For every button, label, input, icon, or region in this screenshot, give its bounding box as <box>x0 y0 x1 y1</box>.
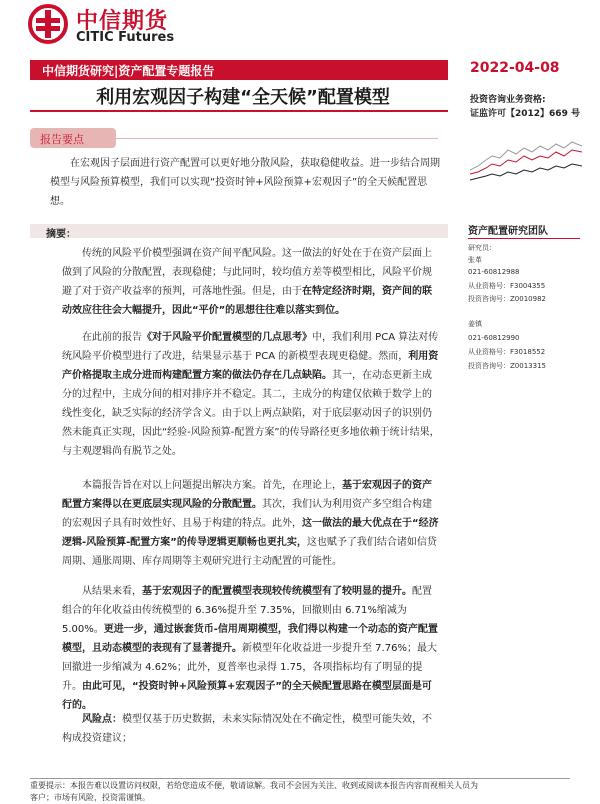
researcher-1-cert: 从业资格号：F3004355 <box>468 282 546 290</box>
p4-text-a: 从结果来看， <box>82 586 142 597</box>
logo-chinese: 中信期货 <box>76 9 169 34</box>
summary-paragraph: 在宏观因子层面进行资产配置可以更好地分散风险，获取稳健收益。进一步结合周期模型与风险预算模型，我们可以实现“投资时钟+风险预算+宏观因子”的全天候配置思想。 <box>50 158 440 207</box>
abstract-paragraph-3 <box>62 476 440 571</box>
p2-text-a: 在此前的报告 <box>82 332 142 343</box>
footer-line-2: 客户；市场有风险，投资需谨慎。 <box>30 793 150 802</box>
p3-text-e: 这也赋予了我们结合诸如信贷周期、通胀周期、库存周期等主观研究进行主动配置的可能性。 <box>62 537 437 567</box>
risk-paragraph <box>62 710 440 748</box>
p4-bold-f: 由此可见，“投资时钟+风险预算+宏观因子”的全天候配置思路在模型层面是可行的。 <box>62 681 432 711</box>
footer-line-1: 重要提示：本报告难以设置访问权限，若给您造成不便，敬请谅解。我司不会因为关注、收到或阅读本报告内容而视相关人员为 <box>30 781 478 790</box>
report-title: 利用宏观因子构建“全天候”配置模型 <box>96 87 390 108</box>
chart-series-gray <box>470 142 582 170</box>
p3-bold-b: 基于宏观因子的资产配置方案得以在更底层实现风险的分散配置。 <box>62 480 432 510</box>
risk-label: 风险点： <box>82 714 122 725</box>
p1-text: 传统的风险平价模型强调在资产间平配风险。这一做法的好处在于在资产层面上做到了风险的分散配置，表现稳健；与此同时，较均值方差等模型相比，风险平价规避了对于资产收益率的预判，可落地性强。但是，由于 <box>62 248 432 297</box>
footer-disclaimer <box>30 780 570 804</box>
report-date: 2022-04-08 <box>470 60 560 76</box>
p4-bold-d: 更进一步，通过嵌套货币-信用周期模型，我们得以构建一个动态的资产配置模型，且动态模型的表现有了显著提升。 <box>62 624 438 654</box>
logo-english: CITIC Futures <box>76 30 175 45</box>
researcher-2-cert: 从业资格号：F3018552 <box>468 348 546 356</box>
report-category: 中信期货研究|资产配置专题报告 <box>42 64 215 78</box>
p3-bold-d: 这一做法的最大优点在于“经济逻辑-风险预算-配置方案”的传导逻辑更顺畅也更扎实， <box>62 518 439 548</box>
p3-text-c: 其次，我们认为利用资产多空组合构建的宏观因子具有时效性好、且易于构建的特点。此外， <box>62 499 432 529</box>
abstract-bar <box>30 224 448 238</box>
p2-report-ref: 《对于风险平价配置模型的几点思考》 <box>142 332 312 343</box>
p4-bold-b: 基于宏观因子的配置模型表现较传统模型有了较明显的提升。 <box>142 586 412 597</box>
researcher-2-consult: 投资咨询号：Z0013315 <box>468 362 546 370</box>
researcher-1-phone: 021-60812988 <box>468 268 520 276</box>
sidebar-divider <box>468 238 580 239</box>
researcher-1-name: 张革 <box>468 256 482 264</box>
p4-text-e: 新模型年化收益进一步提升至 7.76%；最大回撤进一步缩减为 4.62%；此外，夏普率也录得 1.75，各项指标均有了明显的提升。 <box>62 643 437 692</box>
researcher-2-name: 姜镇 <box>468 320 482 328</box>
title-divider <box>30 110 448 112</box>
footer-divider <box>30 778 570 779</box>
p4-text-c: 配置组合的年化收益由传统模型的 6.36%提升至 7.35%，回撤则由 6.71%缩减为 5.00%。 <box>62 586 432 635</box>
p3-text-a: 本篇报告旨在对以上问题提出解决方案。首先，在理论上， <box>82 480 342 491</box>
license-number: 证监许可【2012】669 号 <box>470 109 580 119</box>
abstract-label: 摘要： <box>46 229 76 240</box>
chart-series-black <box>470 164 582 180</box>
p2-text-e: 其一，在动态更新主成分的过程中，主成分间的相对排序并不稳定。其二，主成分的构建仅依赖于数学上的线性变化，缺乏实际的经济学含义。由于以上两点缺陷，对于底层驱动因子的识别仍然未能真正实现，因此“经验-风险预算-配置方案”的传导路径更多地依赖于统计结果，与主观逻辑尚有脱节之处。 <box>62 370 440 457</box>
research-team-title: 资产配置研究团队 <box>468 226 548 237</box>
abstract-paragraph-4 <box>62 582 440 715</box>
p1-bold: 在特定经济时期，资产间的联动效应往往会大幅提升，因此“平价”的思想往往难以落实到位。 <box>62 286 432 316</box>
summary-tag-label: 报告要点 <box>40 133 84 146</box>
researcher-role: 研究员： <box>468 244 496 252</box>
citic-logo-icon <box>28 4 68 44</box>
researcher-2-phone: 021-60812990 <box>468 334 520 342</box>
summary-divider <box>116 138 438 139</box>
p2-text-c: 中，我们利用 PCA 算法对传统风险平价模型进行了改进，结果显示基于 PCA 的新模型表现更稳健。然而， <box>62 332 439 362</box>
license-label: 投资咨询业务资格: <box>470 95 546 105</box>
abstract-paragraph-1 <box>62 244 440 320</box>
abstract-paragraph-2 <box>62 328 440 461</box>
performance-line-chart <box>470 130 582 196</box>
summary-text <box>50 154 440 211</box>
researcher-1-consult: 投资咨询号：Z0010982 <box>468 295 546 303</box>
risk-text: 模型仅基于历史数据，未来实际情况处在不确定性，模型可能失效，不构成投资建议； <box>62 714 432 744</box>
p2-bold: 利用资产价格提取主成分进而构建配置方案的做法仍存在几点缺陷。 <box>62 351 439 381</box>
